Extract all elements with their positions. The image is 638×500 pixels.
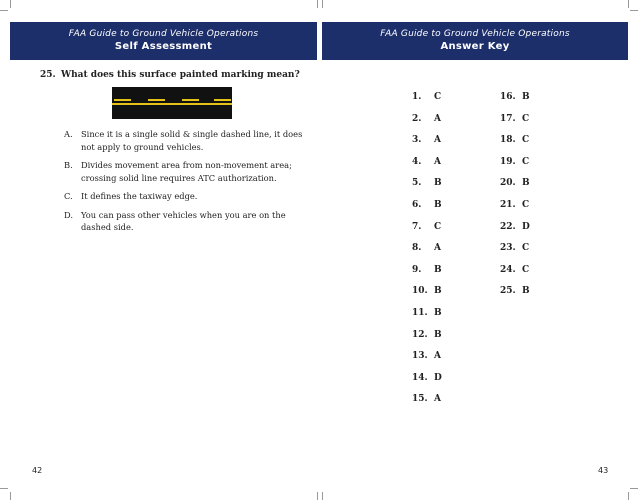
key-answer-letter: A (434, 243, 441, 254)
page-number: 43 (598, 466, 609, 475)
solid-line (112, 103, 232, 105)
key-question-number: 4. (412, 156, 422, 167)
key-question-number: 22. (500, 221, 516, 232)
key-answer-letter: B (434, 329, 442, 340)
key-answer-letter: B (434, 199, 442, 210)
key-question-number: 11. (412, 307, 428, 318)
answer-key-row (412, 114, 472, 136)
option-letter: A. (64, 129, 73, 139)
answer-key-row (412, 330, 472, 352)
answer-key-row (412, 157, 472, 179)
key-answer-letter: D (522, 221, 530, 232)
key-question-number: 25. (500, 286, 516, 297)
key-question-number: 10. (412, 286, 428, 297)
answer-option (64, 190, 304, 203)
header-subtitle: FAA Guide to Ground Vehicle Operations (380, 29, 570, 39)
taxiway-marking-image (112, 87, 232, 119)
key-answer-letter: C (522, 156, 530, 167)
answer-key-row (412, 135, 472, 157)
answer-key-row (412, 394, 472, 416)
answer-option (64, 159, 304, 184)
key-answer-letter: B (434, 286, 442, 297)
answer-key-row (412, 92, 472, 114)
answer-key-row (500, 92, 560, 114)
answer-key-row (412, 351, 472, 373)
answer-key-row (500, 265, 560, 287)
header-subtitle: FAA Guide to Ground Vehicle Operations (68, 29, 259, 39)
key-question-number: 1. (412, 92, 422, 102)
answer-key-row (500, 286, 560, 308)
key-question-number: 7. (412, 221, 422, 232)
key-answer-letter: B (522, 92, 530, 102)
crop-mark (0, 10, 8, 11)
header-title: Self Assessment (114, 41, 213, 52)
answer-options (64, 128, 304, 240)
answer-key-row (500, 135, 560, 157)
key-answer-letter: A (434, 394, 441, 405)
crop-mark (630, 10, 638, 11)
answer-key-row (500, 243, 560, 265)
page-number: 42 (32, 466, 43, 475)
key-question-number: 2. (412, 113, 422, 124)
key-answer-letter: B (522, 286, 530, 297)
crop-mark (0, 488, 8, 489)
key-question-number: 14. (412, 372, 428, 383)
key-answer-letter: C (434, 221, 442, 232)
answer-key-column (412, 92, 472, 416)
key-question-number: 15. (412, 394, 428, 405)
dashed-line-segment (214, 99, 231, 101)
key-answer-letter: C (522, 135, 530, 146)
answer-key-row (412, 265, 472, 287)
answer-key-row (500, 178, 560, 200)
option-text: It defines the taxiway edge. (81, 191, 198, 201)
key-question-number: 16. (500, 92, 516, 102)
key-answer-letter: D (434, 372, 442, 383)
crop-mark (317, 0, 318, 8)
option-letter: B. (64, 160, 73, 170)
header-title: Answer Key (440, 41, 510, 52)
answer-key-row (412, 373, 472, 395)
key-question-number: 12. (412, 329, 428, 340)
key-question-number: 18. (500, 135, 516, 146)
key-question-number: 23. (500, 243, 516, 254)
key-answer-letter: C (522, 113, 530, 124)
key-answer-letter: C (522, 264, 530, 275)
answer-option (64, 128, 304, 153)
option-letter: D. (64, 209, 73, 220)
key-answer-letter: B (434, 178, 442, 189)
crop-mark (322, 492, 323, 500)
key-question-number: 6. (412, 199, 422, 210)
answer-key-row (500, 114, 560, 136)
key-answer-letter: B (522, 178, 530, 189)
crop-mark (628, 0, 629, 8)
question-text: What does this surface painted marking mean? (61, 70, 300, 80)
key-question-number: 24. (500, 264, 516, 275)
answer-key-row (412, 308, 472, 330)
option-letter: C. (64, 191, 73, 201)
answer-key-row (412, 222, 472, 244)
key-answer-letter: B (434, 264, 442, 275)
dashed-line-segment (114, 99, 131, 101)
option-text: You can pass other vehicles when you are on the dashed side. (81, 209, 286, 232)
key-question-number: 3. (412, 135, 422, 146)
crop-mark (322, 0, 323, 8)
key-question-number: 13. (412, 351, 428, 362)
key-question-number: 17. (500, 113, 516, 124)
key-question-number: 20. (500, 178, 516, 189)
key-question-number: 21. (500, 199, 516, 210)
key-question-number: 8. (412, 243, 422, 254)
key-answer-letter: A (434, 156, 441, 167)
answer-key-row (412, 243, 472, 265)
answer-option (64, 209, 304, 234)
option-text: Divides movement area from non-movement area; crossing solid line requires ATC authorization. (81, 160, 292, 183)
key-question-number: 9. (412, 264, 422, 275)
crop-mark (10, 0, 11, 8)
key-answer-letter: C (522, 199, 530, 210)
key-answer-letter: B (434, 307, 442, 318)
key-question-number: 5. (412, 178, 422, 189)
answer-key-row (412, 200, 472, 222)
answer-key-row (500, 200, 560, 222)
answer-key-row (412, 286, 472, 308)
crop-mark (10, 492, 11, 500)
crop-mark (628, 492, 629, 500)
answer-key-row (412, 178, 472, 200)
dashed-line-segment (182, 99, 199, 101)
answer-key-row (500, 222, 560, 244)
right-page-header (322, 22, 628, 60)
answer-key-row (500, 157, 560, 179)
key-answer-letter: A (434, 135, 441, 146)
key-answer-letter: A (434, 351, 441, 362)
option-text: Since it is a single solid & single dashed line, it does not apply to ground vehicles. (81, 129, 303, 152)
key-answer-letter: C (522, 243, 530, 254)
left-page-header (10, 22, 317, 60)
key-question-number: 19. (500, 156, 516, 167)
dashed-line-segment (148, 99, 165, 101)
crop-mark (317, 492, 318, 500)
question-number: 25. (40, 70, 56, 80)
answer-key-column (500, 92, 560, 308)
key-answer-letter: A (434, 113, 441, 124)
key-answer-letter: C (434, 92, 442, 102)
crop-mark (630, 488, 638, 489)
